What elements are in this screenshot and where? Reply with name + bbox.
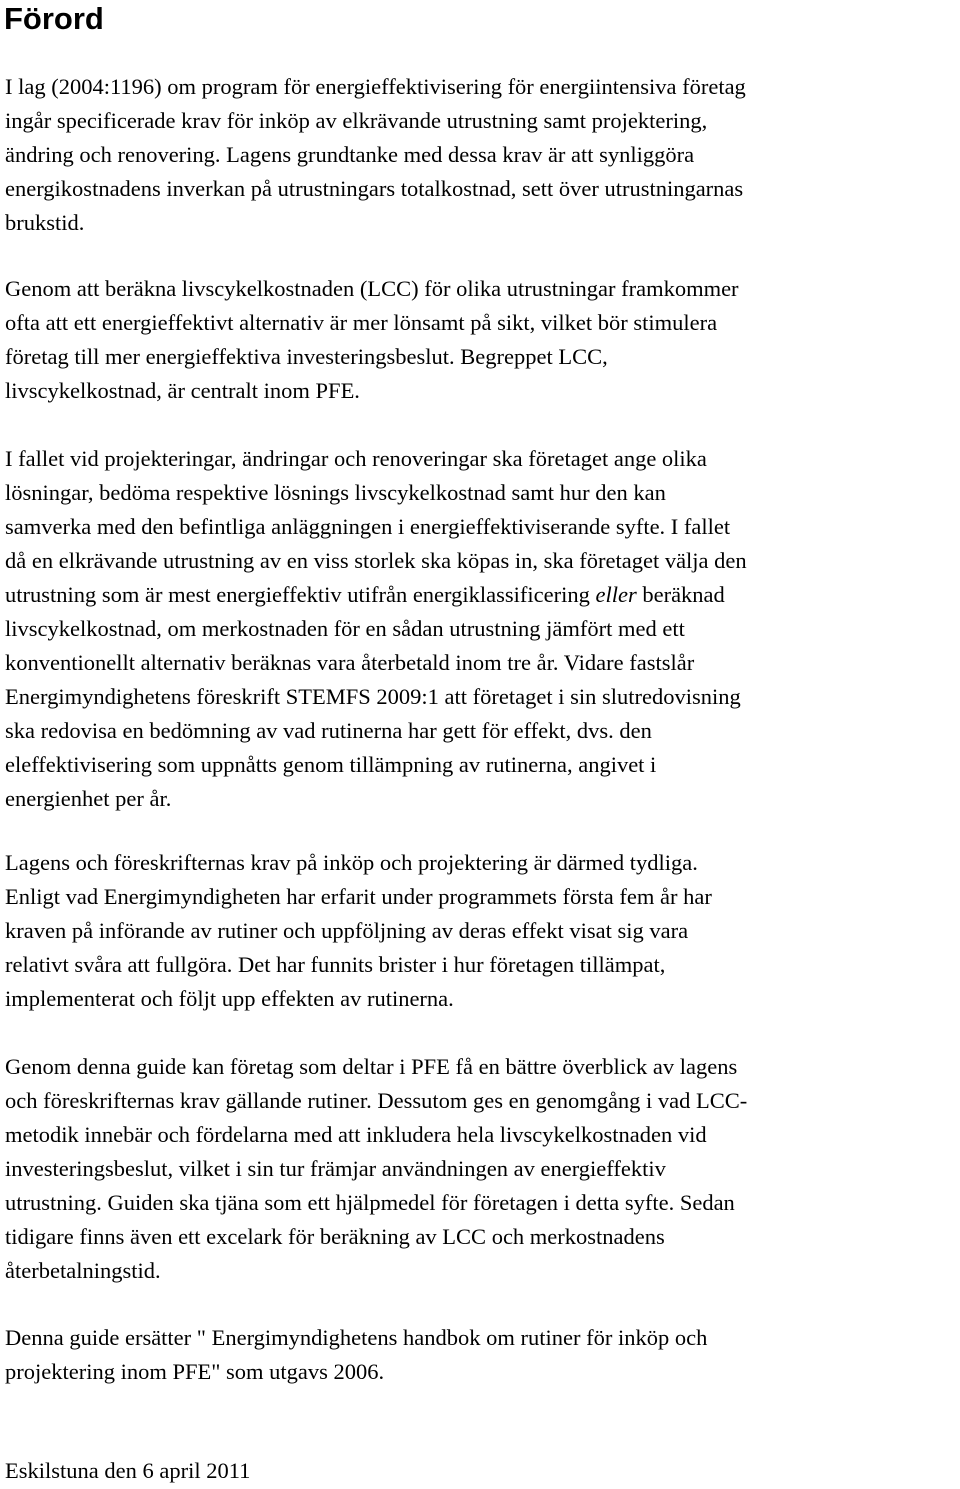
text-line: implementerat och följt upp effekten av rutinerna.	[5, 986, 454, 1011]
text-line: Enligt vad Energimyndigheten har erfarit under programmets första fem år har	[5, 884, 712, 909]
text-line: samverka med den befintliga anläggningen i energieffektiviserande syfte. I fallet	[5, 514, 731, 539]
text-line: energikostnadens inverkan på utrustningars totalkostnad, sett över utrustningarnas	[5, 176, 744, 201]
text-line: Denna guide ersätter " Energimyndighetens handbok om rutiner för inköp och	[5, 1325, 708, 1350]
paragraph-2	[5, 272, 960, 408]
paragraph-1	[5, 70, 960, 240]
text-line: företag till mer energieffektiva investeringsbeslut. Begreppet LCC,	[5, 344, 608, 369]
text-line: konventionellt alternativ beräknas vara återbetald inom tre år. Vidare fastslår	[5, 650, 695, 675]
text-line: relativt svåra att fullgöra. Det har funnits brister i hur företagen tillämpat,	[5, 952, 666, 977]
page-title: Förord	[4, 1, 104, 36]
text-line: och föreskrifternas krav gällande rutiner. Dessutom ges en genomgång i vad LCC-	[5, 1088, 748, 1113]
text-line: Genom att beräkna livscykelkostnaden (LCC) för olika utrustningar framkommer	[5, 276, 739, 301]
emphasized-word: eller	[595, 582, 637, 607]
text-line: Energimyndighetens föreskrift STEMFS 2009:1 att företaget i sin slutredovisning	[5, 684, 741, 709]
signoff-place-date	[5, 1454, 960, 1488]
text-line-with-emphasis	[5, 578, 960, 612]
paragraph-6	[5, 1321, 960, 1389]
text-line: brukstid.	[5, 210, 85, 235]
text-segment: utrustning som är mest energieffektiv utifrån energiklassificering	[5, 582, 596, 607]
text-line: investeringsbeslut, vilket i sin tur främjar användningen av energieffektiv	[5, 1156, 666, 1181]
text-line: I lag (2004:1196) om program för energieffektivisering för energiintensiva företag	[5, 74, 746, 99]
text-line: återbetalningstid.	[5, 1258, 161, 1283]
text-line: eleffektivisering som uppnåtts genom tillämpning av rutinerna, angivet i	[5, 752, 657, 777]
text-line: utrustning. Guiden ska tjäna som ett hjälpmedel för företagen i detta syfte. Sedan	[5, 1190, 735, 1215]
text-line: Genom denna guide kan företag som deltar i PFE få en bättre överblick av lagens	[5, 1054, 738, 1079]
text-line: tidigare finns även ett excelark för beräkning av LCC och merkostnadens	[5, 1224, 665, 1249]
text-line: projektering inom PFE" som utgavs 2006.	[5, 1359, 385, 1384]
text-line: metodik innebär och fördelarna med att inkludera hela livscykelkostnaden vid	[5, 1122, 707, 1147]
text-line: ska redovisa en bedömning av vad rutinerna har gett för effekt, dvs. den	[5, 718, 652, 743]
text-line: ingår specificerade krav för inköp av elkrävande utrustning samt projektering,	[5, 108, 708, 133]
text-line: ändring och renovering. Lagens grundtanke med dessa krav är att synliggöra	[5, 142, 695, 167]
paragraph-3	[5, 442, 960, 816]
paragraph-5	[5, 1050, 960, 1288]
text-line: livscykelkostnad, om merkostnaden för en sådan utrustning jämfört med ett	[5, 616, 685, 641]
text-line: Lagens och föreskrifternas krav på inköp och projektering är därmed tydliga.	[5, 850, 698, 875]
text-line: I fallet vid projekteringar, ändringar och renoveringar ska företaget ange olika	[5, 446, 707, 471]
paragraph-4	[5, 846, 960, 1016]
text-line: Eskilstuna den 6 april 2011	[5, 1458, 251, 1483]
text-line: energienhet per år.	[5, 786, 172, 811]
text-line: ofta att ett energieffektivt alternativ är mer lönsamt på sikt, vilket bör stimulera	[5, 310, 718, 335]
text-line: då en elkrävande utrustning av en viss storlek ska köpas in, ska företaget välja den	[5, 548, 747, 573]
text-line: kraven på införande av rutiner och uppföljning av deras effekt visat sig vara	[5, 918, 689, 943]
text-line: livscykelkostnad, är centralt inom PFE.	[5, 378, 360, 403]
text-line: lösningar, bedöma respektive lösnings livscykelkostnad samt hur den kan	[5, 480, 666, 505]
text-segment: beräknad	[636, 582, 725, 607]
